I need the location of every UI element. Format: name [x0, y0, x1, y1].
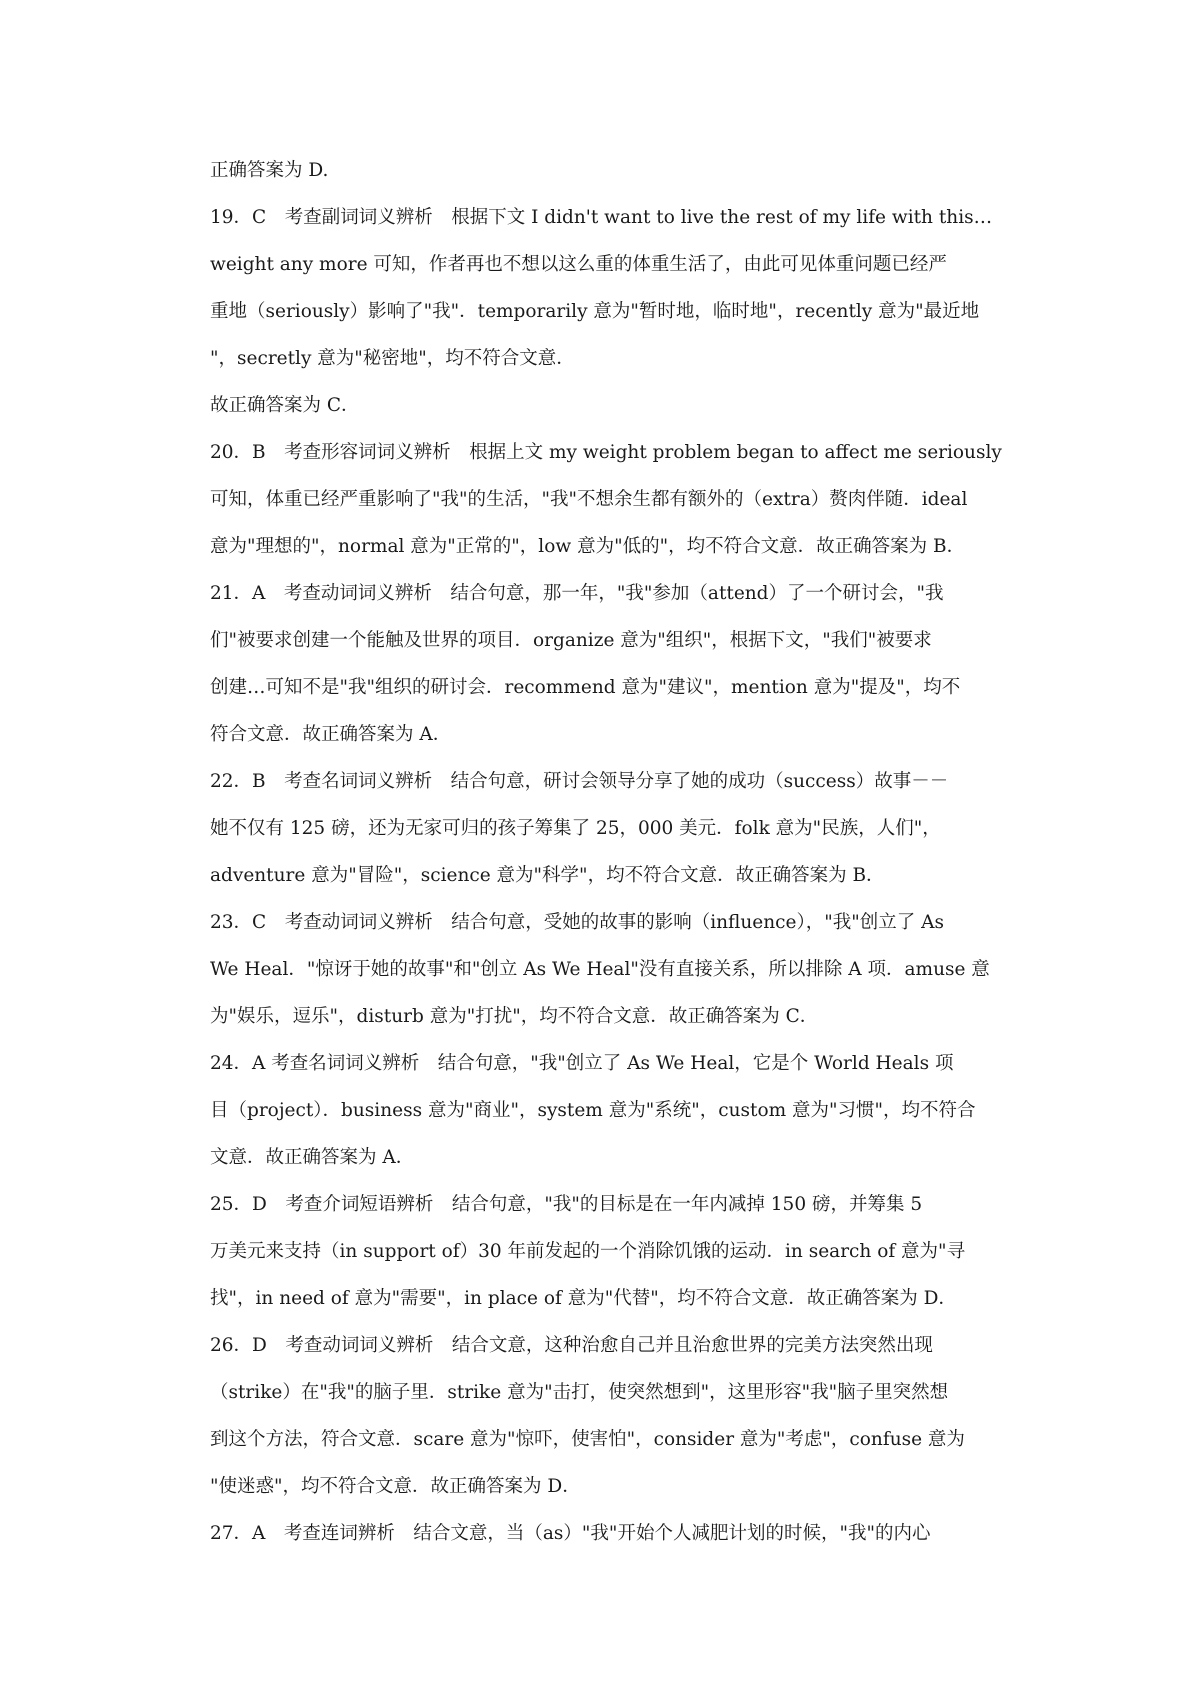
text-line: 27．A 考查连词辨析 结合文意，当（as）"我"开始个人减肥计划的时候，"我"的内心	[210, 1523, 931, 1544]
text-line: 24．A 考查名词词义辨析 结合句意，"我"创立了 As We Heal，它是个 World Heals 项	[210, 1053, 954, 1074]
text-line: 到这个方法，符合文意．scare 意为"惊吓，使害怕"，consider 意为"考虑"，confuse 意为	[210, 1429, 965, 1450]
text-line: We Heal．"惊讶于她的故事"和"创立 As We Heal"没有直接关系，所以排除 A 项．amuse 意	[210, 959, 990, 980]
text-line: 找"，in need of 意为"需要"，in place of 意为"代替"，均不符合文意．故正确答案为 D．	[210, 1288, 957, 1309]
text-line: 目（project）．business 意为"商业"，system 意为"系统"，custom 意为"习惯"，均不符合	[210, 1100, 976, 1121]
text-line: 们"被要求创建一个能触及世界的项目．organize 意为"组织"，根据下文，"我们"被要求	[210, 630, 932, 651]
text-line: 26．D 考查动词词义辨析 结合文意，这种治愈自己并且治愈世界的完美方法突然出现	[210, 1335, 933, 1356]
text-line: 文意．故正确答案为 A．	[210, 1147, 415, 1168]
text-line: 19．C 考查副词词义辨析 根据下文 I didn't want to live the rest of my life with this…	[210, 207, 993, 228]
text-line: 23．C 考查动词词义辨析 结合句意，受她的故事的影响（influence），"我"创立了 As	[210, 912, 944, 933]
text-line: 为"娱乐，逗乐"，disturb 意为"打扰"，均不符合文意．故正确答案为 C．	[210, 1006, 819, 1027]
text-line: 万美元来支持（in support of）30 年前发起的一个消除饥饿的运动．in search of 意为"寻	[210, 1241, 966, 1262]
text-line: "，secretly 意为"秘密地"，均不符合文意．	[210, 348, 575, 369]
text-line: 可知，体重已经严重影响了"我"的生活，"我"不想余生都有额外的（extra）赘肉伴随．ideal	[210, 489, 968, 510]
text-line: 25．D 考查介词短语辨析 结合句意，"我"的目标是在一年内减掉 150 磅，并筹集 5	[210, 1194, 923, 1215]
text-line: 她不仅有 125 磅，还为无家可归的孩子筹集了 25，000 美元．folk 意为"民族，人们"，	[210, 818, 941, 839]
text-line: weight any more 可知，作者再也不想以这么重的体重生活了，由此可见体重问题已经严	[210, 254, 947, 275]
text-line: 重地（seriously）影响了"我"．temporarily 意为"暂时地，临时地"，recently 意为"最近地	[210, 301, 980, 322]
text-line: adventure 意为"冒险"，science 意为"科学"，均不符合文意．故正确答案为 B．	[210, 865, 885, 886]
text-line: 创建…可知不是"我"组织的研讨会．recommend 意为"建议"，mention 意为"提及"，均不	[210, 677, 961, 698]
text-line: （strike）在"我"的脑子里．strike 意为"击打，使突然想到"，这里形容"我"脑子里突然想	[210, 1382, 949, 1403]
answer-explanations	[210, 147, 1020, 1557]
text-line: 意为"理想的"，normal 意为"正常的"，low 意为"低的"，均不符合文意．故正确答案为 B．	[210, 536, 966, 557]
text-line: 故正确答案为 C．	[210, 395, 360, 416]
text-line: 符合文意．故正确答案为 A．	[210, 724, 452, 745]
text-line: 20．B 考查形容词词义辨析 根据上文 my weight problem began to affect me seriously	[210, 442, 1002, 463]
text-line: 22．B 考查名词词义辨析 结合句意，研讨会领导分享了她的成功（success）故事－－	[210, 771, 949, 792]
text-line: 21．A 考查动词词义辨析 结合句意，那一年，"我"参加（attend）了一个研讨会，"我	[210, 583, 944, 604]
text-line: "使迷惑"，均不符合文意．故正确答案为 D．	[210, 1476, 581, 1497]
text-line: 正确答案为 D.	[210, 160, 329, 181]
